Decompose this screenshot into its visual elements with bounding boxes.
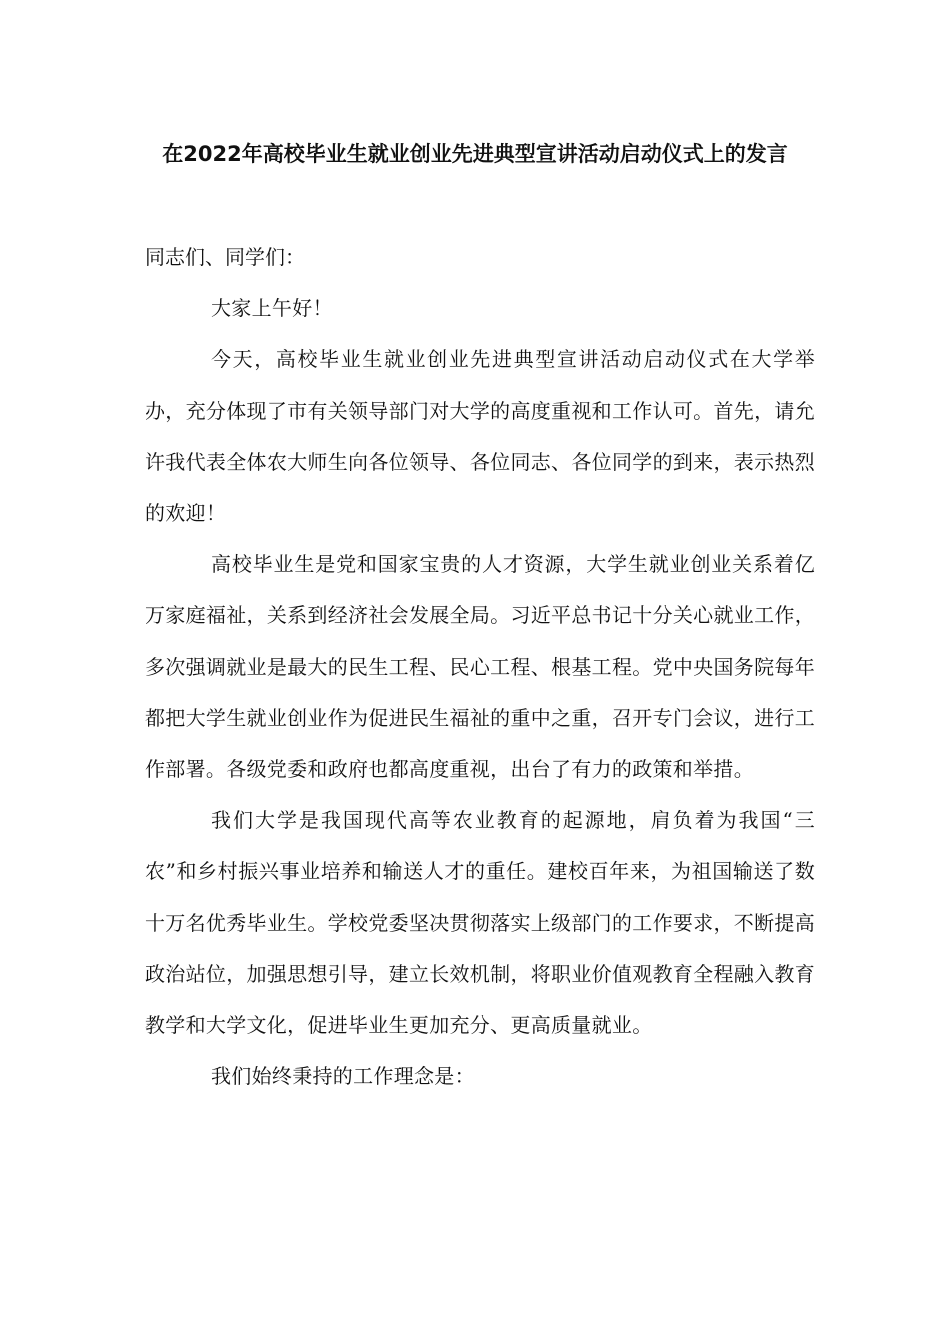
opening-paragraph: 今天，高校毕业生就业创业先进典型宣讲活动启动仪式在大学举办，充分体现了市有关领导部门对大学的高度重视和工作认可。首先，请允许我代表全体农大师生向各位领导、各位同志、各位同学的到来，表示热烈的欢迎！ (145, 347, 815, 526)
greeting-paragraph: 大家上午好！ (211, 296, 333, 321)
work-philosophy-paragraph: 我们始终秉持的工作理念是： (211, 1064, 475, 1089)
employment-importance-paragraph: 高校毕业生是党和国家宝贵的人才资源，大学生就业创业关系着亿万家庭福祉，关系到经济社会发展全局。习近平总书记十分关心就业工作，多次强调就业是最大的民生工程、民心工程、根基工程。党中央国务院每年都把大学生就业创业作为促进民生福祉的重中之重，召开专门会议，进行工作部署。各级党委和政府也都高度重视，出台了有力的政策和举措。 (145, 552, 815, 782)
document-title: 在2022年高校毕业生就业创业先进典型宣讲活动启动仪式上的发言 (162, 142, 788, 166)
salutation: 同志们、同学们： (145, 245, 305, 269)
university-introduction-paragraph: 我们大学是我国现代高等农业教育的起源地，肩负着为我国“三农”和乡村振兴事业培养和输送人才的重任。建校百年来，为祖国输送了数十万名优秀毕业生。学校党委坚决贯彻落实上级部门的工作要求，不断提高政治站位，加强思想引导，建立长效机制，将职业价值观教育全程融入教育教学和大学文化，促进毕业生更加充分、更高质量就业。 (145, 808, 815, 1038)
document-body (145, 232, 815, 1102)
